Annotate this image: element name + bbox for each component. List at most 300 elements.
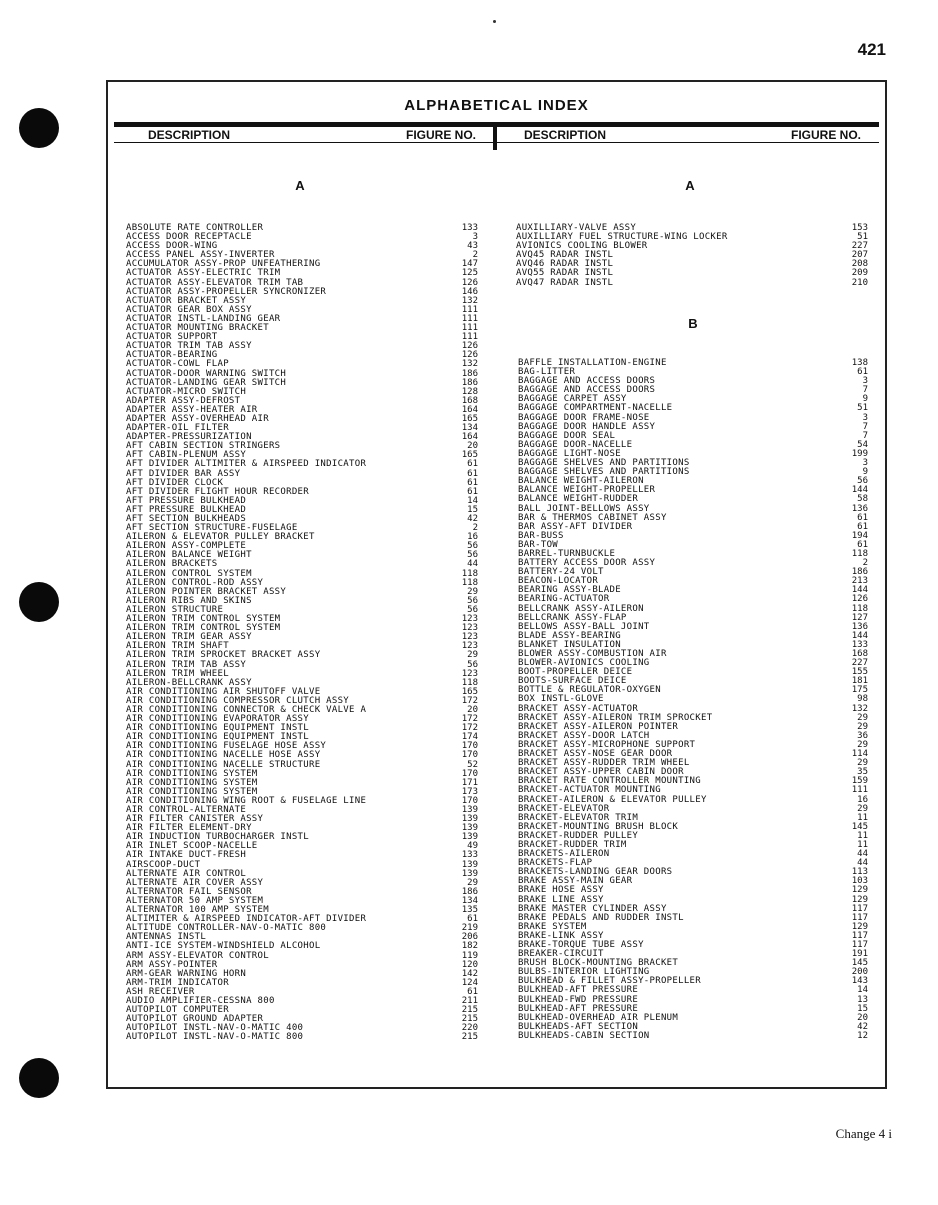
- index-entry: [516, 250, 868, 259]
- index-entry: [126, 978, 478, 987]
- index-entry: [126, 550, 478, 559]
- entry-figure-number: 123: [461, 641, 478, 652]
- entry-description: BALANCE WEIGHT-AILERON: [518, 476, 644, 487]
- entry-description: AIR CONDITIONING EVAPORATOR ASSY: [126, 714, 309, 725]
- entry-figure-number: 168: [461, 395, 478, 406]
- entry-figure-number: 123: [461, 623, 478, 634]
- index-entry: [516, 278, 868, 287]
- entry-figure-number: 9: [862, 394, 868, 405]
- index-entry: [126, 541, 478, 550]
- index-entry: [126, 369, 478, 378]
- entry-figure-number: 12: [857, 1030, 868, 1041]
- entry-figure-number: 111: [461, 304, 478, 315]
- entry-description: AIR CONDITIONING AIR SHUTOFF VALVE: [126, 686, 321, 697]
- entry-description: AILERON & ELEVATOR PULLEY BRACKET: [126, 532, 315, 543]
- entry-figure-number: 172: [461, 723, 478, 734]
- entry-description: BELLCRANK ASSY-FLAP: [518, 612, 627, 623]
- index-entry: [126, 1014, 478, 1023]
- entry-figure-number: 143: [851, 976, 868, 987]
- entry-figure-number: 29: [857, 739, 868, 750]
- index-entry: [126, 914, 478, 923]
- entry-description: AIR INDUCTION TURBOCHARGER INSTL: [126, 832, 309, 843]
- index-entry: [518, 713, 868, 722]
- entry-description: AFT DIVIDER BAR ASSY: [126, 468, 241, 479]
- entry-description: BLANKET INSULATION: [518, 639, 621, 650]
- index-entry: [126, 678, 478, 687]
- entry-figure-number: 139: [461, 805, 478, 815]
- entry-description: AUTOPILOT COMPUTER: [126, 1005, 229, 1016]
- index-entry: [126, 232, 478, 241]
- index-entry: [518, 967, 868, 976]
- entry-figure-number: 119: [461, 950, 478, 961]
- index-entry: [126, 250, 478, 259]
- entry-figure-number: 29: [467, 650, 478, 661]
- entry-figure-number: 61: [857, 539, 868, 550]
- entry-figure-number: 117: [851, 903, 868, 914]
- entry-description: ACCESS DOOR-WING: [126, 241, 218, 252]
- entry-figure-number: 3: [862, 458, 868, 469]
- right-section-letter-a: A: [685, 178, 695, 193]
- entry-figure-number: 170: [461, 750, 478, 761]
- entry-description: BRACKET ASSY-NOSE GEAR DOOR: [518, 749, 673, 760]
- entry-description: BARREL-TURNBUCKLE: [518, 548, 616, 559]
- entry-description: ACTUATOR ASSY-ELEVATOR TRIM TAB: [126, 277, 304, 288]
- index-entry: [518, 758, 868, 767]
- index-entry: [126, 523, 478, 532]
- entry-description: AILERON RIBS AND SKINS: [126, 595, 252, 606]
- entry-description: AIR CONDITIONING CONNECTOR & CHECK VALVE A: [126, 704, 367, 715]
- index-entry: [126, 459, 478, 468]
- index-entry: [518, 694, 868, 703]
- index-entry: [126, 559, 478, 568]
- index-entry: [518, 722, 868, 731]
- index-entry: [518, 422, 868, 431]
- entry-figure-number: 206: [461, 932, 478, 943]
- entry-description: AIR CONDITIONING SYSTEM: [126, 786, 258, 797]
- entry-figure-number: 134: [461, 895, 478, 906]
- entry-description: AILERON TRIM SHAFT: [126, 641, 229, 652]
- entry-figure-number: 191: [851, 949, 868, 960]
- entry-description: BRAKE-LINK ASSY: [518, 930, 604, 941]
- index-entry: [126, 596, 478, 605]
- index-entry: [518, 631, 868, 640]
- entry-figure-number: 165: [461, 686, 478, 697]
- index-entry: [126, 1023, 478, 1032]
- entry-description: AILERON CONTROL-ROD ASSY: [126, 577, 264, 588]
- entry-description: BLADE ASSY-BEARING: [518, 630, 621, 641]
- entry-figure-number: 128: [461, 386, 478, 397]
- entry-figure-number: 207: [851, 250, 868, 261]
- index-entry: [126, 487, 478, 496]
- entry-figure-number: 135: [461, 905, 478, 916]
- entry-figure-number: 7: [862, 430, 868, 441]
- index-entry: [126, 350, 478, 359]
- index-entry: [126, 378, 478, 387]
- entry-description: BULBS-INTERIOR LIGHTING: [518, 967, 650, 978]
- entry-figure-number: 145: [851, 821, 868, 832]
- index-frame: [106, 80, 887, 1089]
- index-entry: [518, 413, 868, 422]
- entry-description: AUXILLIARY-VALVE ASSY: [516, 223, 637, 233]
- entry-description: AIR CONDITIONING SYSTEM: [126, 777, 258, 788]
- left-entry-list: [126, 223, 478, 1041]
- index-entry: [126, 860, 478, 869]
- entry-description: BRACKET-AILERON & ELEVATOR PULLEY: [518, 794, 707, 805]
- entry-description: ANTI-ICE SYSTEM-WINDSHIELD ALCOHOL: [126, 941, 321, 952]
- entry-figure-number: 2: [472, 523, 478, 534]
- entry-figure-number: 42: [467, 514, 478, 524]
- entry-figure-number: 56: [467, 659, 478, 670]
- index-entry: [126, 332, 478, 341]
- entry-description: BAGGAGE LIGHT-NOSE: [518, 448, 621, 459]
- entry-description: BRAKE-TORQUE TUBE ASSY: [518, 940, 644, 950]
- index-entry: [518, 431, 868, 440]
- index-entry: [126, 650, 478, 659]
- index-entry: [518, 795, 868, 804]
- entry-description: BALL JOINT-BELLOWS ASSY: [518, 503, 650, 514]
- entry-figure-number: 129: [851, 885, 868, 896]
- entry-description: AIR FILTER CANISTER ASSY: [126, 814, 264, 825]
- entry-figure-number: 144: [851, 485, 868, 496]
- entry-description: ACTUATOR TRIM TAB ASSY: [126, 341, 252, 352]
- entry-figure-number: 172: [461, 714, 478, 725]
- entry-figure-number: 123: [461, 614, 478, 625]
- entry-figure-number: 139: [461, 868, 478, 879]
- entry-figure-number: 139: [461, 859, 478, 870]
- index-entry: [518, 831, 868, 840]
- entry-description: ACTUATOR BRACKET ASSY: [126, 295, 247, 306]
- entry-description: ALTERNATE AIR CONTROL: [126, 868, 247, 879]
- entry-description: ADAPTER-PRESSURIZATION: [126, 432, 252, 443]
- change-footer: Change 4 i: [835, 1126, 892, 1141]
- entry-description: ARM-TRIM INDICATOR: [126, 977, 229, 988]
- index-entry: [518, 576, 868, 585]
- entry-figure-number: 139: [461, 832, 478, 843]
- index-entry: [518, 785, 868, 794]
- entry-figure-number: 215: [461, 1014, 478, 1025]
- index-entry: [518, 867, 868, 876]
- entry-figure-number: 29: [857, 712, 868, 723]
- entry-figure-number: 29: [857, 803, 868, 814]
- entry-figure-number: 7: [862, 385, 868, 396]
- entry-description: AFT PRESSURE BULKHEAD: [126, 495, 247, 506]
- index-entry: [126, 1032, 478, 1041]
- index-entry: [518, 740, 868, 749]
- entry-description: BAR & THERMOS CABINET ASSY: [518, 512, 667, 523]
- entry-figure-number: 117: [851, 940, 868, 950]
- entry-figure-number: 56: [467, 595, 478, 606]
- entry-description: AILERON TRIM TAB ASSY: [126, 659, 247, 670]
- entry-figure-number: 61: [467, 459, 478, 470]
- entry-figure-number: 186: [461, 368, 478, 379]
- index-entry: [518, 376, 868, 385]
- index-entry: [126, 805, 478, 814]
- entry-description: BRACKET ASSY-AILERON POINTER: [518, 721, 679, 732]
- entry-figure-number: 118: [851, 548, 868, 559]
- index-entry: [126, 605, 478, 614]
- index-entry: [126, 296, 478, 305]
- entry-description: BEARING ASSY-BLADE: [518, 585, 621, 596]
- index-entry: [518, 658, 868, 667]
- index-entry: [518, 685, 868, 694]
- index-entry: [126, 869, 478, 878]
- entry-figure-number: 3: [862, 412, 868, 423]
- entry-description: AUDIO AMPLIFIER-CESSNA 800: [126, 995, 275, 1006]
- entry-figure-number: 2: [472, 250, 478, 261]
- entry-figure-number: 211: [461, 995, 478, 1006]
- entry-description: BAGGAGE DOOR-NACELLE: [518, 439, 633, 450]
- index-entry: [126, 932, 478, 941]
- index-entry: [126, 778, 478, 787]
- entry-figure-number: 103: [851, 876, 868, 887]
- entry-figure-number: 36: [857, 730, 868, 741]
- index-entry: [518, 749, 868, 758]
- entry-description: ACTUATOR ASSY-ELECTRIC TRIM: [126, 268, 281, 279]
- entry-description: AUTOPILOT INSTL-NAV-O-MATIC 800: [126, 1032, 304, 1043]
- entry-figure-number: 182: [461, 941, 478, 952]
- index-entry: [518, 558, 868, 567]
- index-entry: [126, 405, 478, 414]
- right-figure-header: FIGURE NO.: [791, 128, 862, 142]
- entry-description: ARM ASSY-ELEVATOR CONTROL: [126, 950, 269, 961]
- index-entry: [126, 268, 478, 277]
- entry-figure-number: 171: [461, 777, 478, 788]
- punch-hole-top: [19, 108, 59, 148]
- entry-figure-number: 174: [461, 732, 478, 743]
- entry-description: ALTERNATOR 50 AMP SYSTEM: [126, 895, 264, 906]
- entry-description: BRACKET ASSY-MICROPHONE SUPPORT: [518, 739, 696, 750]
- entry-figure-number: 215: [461, 1005, 478, 1016]
- entry-description: BRAKE SYSTEM: [518, 921, 587, 932]
- entry-description: BRACKET-MOUNTING BRUSH BLOCK: [518, 821, 679, 832]
- entry-description: BULKHEADS-CABIN SECTION: [518, 1030, 650, 1041]
- index-entry: [126, 287, 478, 296]
- index-entry: [126, 850, 478, 859]
- index-entry: [518, 858, 868, 867]
- entry-figure-number: 123: [461, 668, 478, 679]
- index-entry: [126, 687, 478, 696]
- index-entry: [126, 750, 478, 759]
- index-entry: [126, 896, 478, 905]
- entry-description: BREAKER-CIRCUIT: [518, 949, 604, 960]
- index-entry: [126, 578, 478, 587]
- entry-figure-number: 227: [851, 241, 868, 252]
- entry-figure-number: 194: [851, 530, 868, 541]
- index-entry: [126, 741, 478, 750]
- entry-description: BRACKET RATE CONTROLLER MOUNTING: [518, 776, 701, 787]
- entry-figure-number: 118: [461, 677, 478, 688]
- entry-description: AFT SECTION STRUCTURE-FUSELAGE: [126, 523, 298, 534]
- index-entry: [518, 676, 868, 685]
- index-entry: [126, 241, 478, 250]
- entry-figure-number: 208: [851, 259, 868, 270]
- entry-description: AILERON POINTER BRACKET ASSY: [126, 586, 287, 597]
- entry-description: AILERON BRACKETS: [126, 559, 218, 570]
- entry-figure-number: 144: [851, 585, 868, 596]
- entry-description: BRACKET-ELEVATOR TRIM: [518, 812, 639, 823]
- entry-description: ACTUATOR-LANDING GEAR SWITCH: [126, 377, 287, 388]
- entry-description: AVQ46 RADAR INSTL: [516, 259, 614, 270]
- index-entry: [518, 1013, 868, 1022]
- entry-figure-number: 56: [467, 550, 478, 561]
- entry-description: AILERON TRIM GEAR ASSY: [126, 632, 252, 643]
- entry-description: BATTERY ACCESS DOOR ASSY: [518, 558, 656, 569]
- entry-description: AVQ45 RADAR INSTL: [516, 250, 614, 261]
- entry-description: ALTERNATOR 100 AMP SYSTEM: [126, 905, 269, 916]
- entry-figure-number: 54: [857, 439, 868, 450]
- index-entry: [518, 494, 868, 503]
- index-entry: [126, 841, 478, 850]
- entry-figure-number: 133: [851, 639, 868, 650]
- entry-figure-number: 153: [851, 223, 868, 233]
- entry-description: ACCESS DOOR RECEPTACLE: [126, 232, 252, 243]
- index-entry: [126, 614, 478, 623]
- entry-description: BAGGAGE DOOR SEAL: [518, 430, 616, 441]
- index-entry: [126, 923, 478, 932]
- entry-description: BRACKET-RUDDER TRIM: [518, 839, 627, 850]
- entry-figure-number: 159: [851, 776, 868, 787]
- index-entry: [126, 259, 478, 268]
- entry-figure-number: 44: [857, 849, 868, 860]
- entry-figure-number: 7: [862, 421, 868, 432]
- left-section-letter-a: A: [295, 178, 305, 193]
- entry-figure-number: 35: [857, 767, 868, 778]
- index-entry: [126, 887, 478, 896]
- index-entry: [126, 632, 478, 641]
- right-description-header: DESCRIPTION: [524, 128, 607, 142]
- entry-figure-number: 170: [461, 741, 478, 752]
- entry-figure-number: 186: [461, 886, 478, 897]
- entry-description: BAGGAGE COMPARTMENT-NACELLE: [518, 403, 673, 414]
- index-entry: [518, 531, 868, 540]
- index-entry: [126, 660, 478, 669]
- entry-description: BULKHEAD-AFT PRESSURE: [518, 1003, 639, 1014]
- entry-description: AIR CONDITIONING WING ROOT & FUSELAGE LINE: [126, 795, 367, 806]
- index-entry: [518, 476, 868, 485]
- entry-figure-number: 165: [461, 450, 478, 461]
- entry-figure-number: 215: [461, 1032, 478, 1043]
- entry-figure-number: 126: [461, 277, 478, 288]
- entry-figure-number: 164: [461, 404, 478, 415]
- index-entry: [126, 532, 478, 541]
- entry-figure-number: 175: [851, 685, 868, 696]
- index-entry: [126, 496, 478, 505]
- entry-description: BAGGAGE DOOR HANDLE ASSY: [518, 421, 656, 432]
- entry-figure-number: 49: [467, 841, 478, 852]
- entry-description: ACTUATOR-BEARING: [126, 350, 218, 361]
- index-entry: [126, 441, 478, 450]
- punch-hole-middle: [19, 582, 59, 622]
- entry-figure-number: 172: [461, 695, 478, 706]
- entry-description: BAG-LITTER: [518, 367, 576, 378]
- entry-description: BRUSH BLOCK-MOUNTING BRACKET: [518, 958, 679, 969]
- entry-description: BULKHEAD-AFT PRESSURE: [518, 985, 639, 996]
- entry-figure-number: 20: [467, 704, 478, 715]
- index-entry: [518, 649, 868, 658]
- entry-description: ACTUATOR-MICRO SWITCH: [126, 386, 247, 397]
- index-entry: [126, 941, 478, 950]
- entry-figure-number: 14: [467, 495, 478, 506]
- entry-figure-number: 61: [857, 367, 868, 378]
- entry-description: ADAPTER ASSY-OVERHEAD AIR: [126, 413, 269, 424]
- entry-figure-number: 133: [461, 223, 478, 233]
- entry-figure-number: 111: [461, 332, 478, 343]
- index-entry: [518, 922, 868, 931]
- page-number: 421: [857, 40, 886, 59]
- index-entry: [518, 895, 868, 904]
- index-entry: [126, 341, 478, 350]
- entry-description: AUTOPILOT GROUND ADAPTER: [126, 1014, 264, 1025]
- index-entry: [126, 396, 478, 405]
- index-entry: [518, 949, 868, 958]
- entry-description: AFT DIVIDER CLOCK: [126, 477, 224, 488]
- entry-description: AIR CONDITIONING NACELLE HOSE ASSY: [126, 750, 321, 761]
- index-entry: [126, 450, 478, 459]
- index-entry: [126, 469, 478, 478]
- entry-description: ALTERNATOR FAIL SENSOR: [126, 886, 252, 897]
- index-title: ALPHABETICAL INDEX: [404, 97, 589, 114]
- entry-figure-number: 199: [851, 448, 868, 459]
- index-entry: [518, 403, 868, 412]
- entry-figure-number: 118: [851, 603, 868, 614]
- entry-description: ANTENNAS INSTL: [126, 932, 207, 943]
- entry-figure-number: 44: [857, 858, 868, 869]
- index-entry: [518, 485, 868, 494]
- entry-figure-number: 227: [851, 658, 868, 669]
- index-entry: [518, 776, 868, 785]
- entry-description: AILERON TRIM SPROCKET BRACKET ASSY: [126, 650, 321, 661]
- entry-description: AVQ47 RADAR INSTL: [516, 277, 614, 288]
- entry-figure-number: 61: [467, 986, 478, 997]
- entry-figure-number: 58: [857, 494, 868, 505]
- entry-figure-number: 127: [851, 612, 868, 623]
- index-entry: [518, 913, 868, 922]
- entry-description: BLOWER ASSY-COMBUSTION AIR: [518, 649, 667, 659]
- entry-description: BOX INSTL-GLOVE: [518, 694, 604, 705]
- entry-figure-number: 113: [851, 867, 868, 878]
- entry-figure-number: 56: [467, 604, 478, 615]
- index-entry: [518, 840, 868, 849]
- left-description-header: DESCRIPTION: [148, 128, 231, 142]
- entry-description: ADAPTER ASSY-HEATER AIR: [126, 404, 258, 415]
- index-entry: [518, 1004, 868, 1013]
- index-entry: [518, 540, 868, 549]
- entry-description: AILERON ASSY-COMPLETE: [126, 541, 247, 552]
- index-entry: [518, 522, 868, 531]
- index-entry: [126, 832, 478, 841]
- entry-description: BRAKE MASTER CYLINDER ASSY: [518, 903, 667, 914]
- index-entry: [516, 223, 868, 232]
- entry-description: AIRSCOOP-DUCT: [126, 859, 201, 870]
- entry-figure-number: 117: [851, 912, 868, 923]
- index-entry: [126, 905, 478, 914]
- entry-description: BRACKET-RUDDER PULLEY: [518, 830, 639, 841]
- index-entry: [518, 358, 868, 367]
- entry-description: ABSOLUTE RATE CONTROLLER: [126, 223, 264, 233]
- index-entry: [126, 960, 478, 969]
- index-entry: [518, 504, 868, 513]
- entry-description: BEACON-LOCATOR: [518, 576, 599, 587]
- entry-figure-number: 200: [851, 967, 868, 978]
- entry-figure-number: 29: [857, 758, 868, 769]
- entry-figure-number: 134: [461, 423, 478, 434]
- entry-figure-number: 124: [461, 977, 478, 988]
- index-entry: [126, 723, 478, 732]
- entry-figure-number: 42: [857, 1021, 868, 1032]
- entry-description: BAGGAGE CARPET ASSY: [518, 394, 627, 405]
- index-entry: [518, 594, 868, 603]
- entry-description: BRACKETS-LANDING GEAR DOORS: [518, 867, 673, 878]
